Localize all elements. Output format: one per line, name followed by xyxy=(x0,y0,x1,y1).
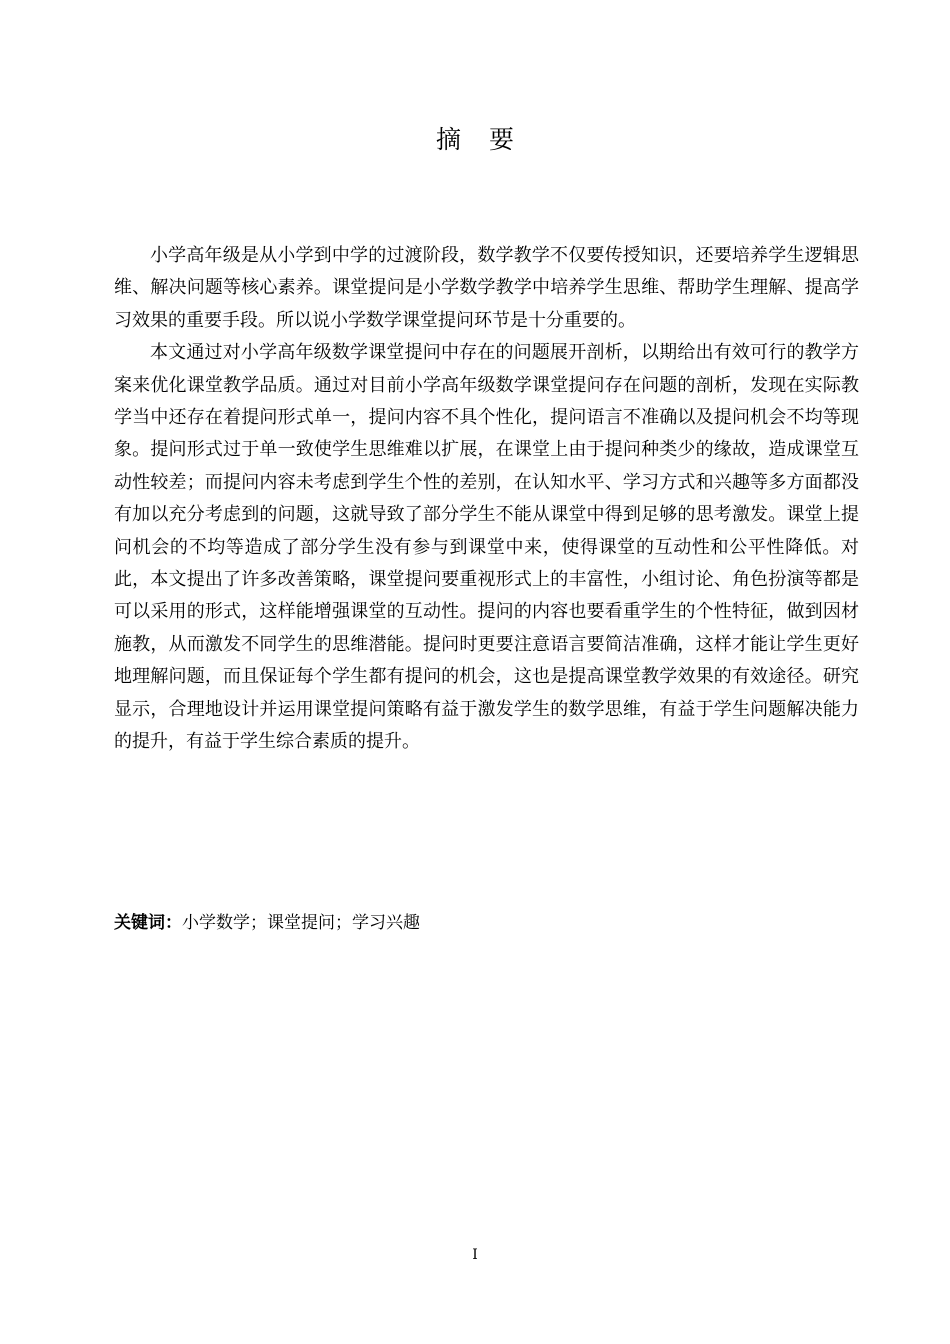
page-number: I xyxy=(472,1247,478,1263)
page-title xyxy=(0,122,950,158)
abstract-body xyxy=(114,240,859,759)
abstract-paragraph-2: 本文通过对小学高年级数学课堂提问中存在的问题展开剖析，以期给出有效可行的教学方案来优化课堂教学品质。通过对目前小学高年级数学课堂提问存在问题的剖析，发现在实际教学当中还存在着提问形式单一，提问内容不具个性化，提问语言不准确以及提问机会不均等现象。提问形式过于单一致使学生思维难以扩展，在课堂上由于提问种类少的缘故，造成课堂互动性较差；而提问内容未考虑到学生个性的差别，在认知水平、学习方式和兴趣等多方面都没有加以充分考虑到的问题，这就导致了部分学生不能从课堂中得到足够的思考激发。课堂上提问机会的不均等造成了部分学生没有参与到课堂中来，使得课堂的互动性和公平性降低。对此，本文提出了许多改善策略，课堂提问要重视形式上的丰富性，小组讨论、角色扮演等都是可以采用的形式，这样能增强课堂的互动性。提问的内容也要看重学生的个性特征，做到因材施教，从而激发不同学生的思维潜能。提问时更要注意语言要简洁准确，这样才能让学生更好地理解问题，而且保证每个学生都有提问的机会，这也是提高课堂教学效果的有效途径。研究显示，合理地设计并运用课堂提问策略有益于激发学生的数学思维，有益于学生问题解决能力的提升，有益于学生综合素质的提升。 xyxy=(114,342,859,753)
title-char-1: 摘 xyxy=(435,125,461,154)
keywords-value: 小学数学；课堂提问；学习兴趣 xyxy=(182,913,420,933)
keywords-line xyxy=(114,907,859,939)
title-char-2: 要 xyxy=(489,125,515,154)
abstract-paragraph-1: 小学高年级是从小学到中学的过渡阶段，数学教学不仅要传授知识，还要培养学生逻辑思维、解决问题等核心素养。课堂提问是小学数学教学中培养学生思维、帮助学生理解、提高学习效果的重要手段。所以说小学数学课堂提问环节是十分重要的。 xyxy=(114,245,859,331)
keywords-label: 关键词： xyxy=(114,913,182,933)
